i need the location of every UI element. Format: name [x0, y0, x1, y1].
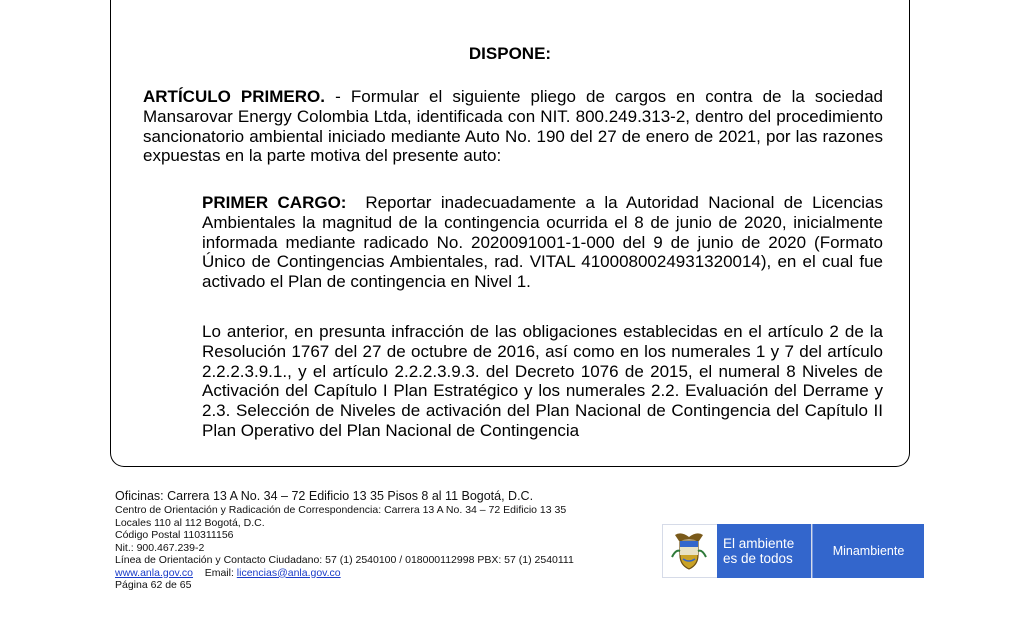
article-one-paragraph [143, 87, 883, 166]
ministry-name: Minambiente [812, 524, 924, 578]
footer-center-line2: Locales 110 al 112 Bogotá, D.C. [115, 516, 265, 529]
footer-phone: Línea de Orientación y Contacto Ciudadano: 57 (1) 2540100 / 018000112998 PBX: 57 (1) 2540111 [115, 554, 574, 566]
section-heading: DISPONE: [468, 44, 552, 63]
email-label: Email: [204, 566, 234, 579]
website-link[interactable]: www.anla.gov.co [115, 566, 194, 579]
article-one-label: ARTÍCULO PRIMERO. [143, 87, 325, 106]
slogan [717, 524, 811, 578]
first-charge-label: PRIMER CARGO: [202, 193, 347, 212]
first-charge-text: Reportar inadecuadamente a la Autoridad Nacional de Licencias Ambientales la magnitud de la contingencia ocurrida el 8 de junio de 2020, inicialmente informada mediante radicado No. 2020091001-1-000 del 9 de junio de 2020 (Formato Único de Contingencias Ambientales, rad. VITAL 4100080024931320014), en el cual fue activado el Plan de contingencia en Nivel 1. [202, 193, 888, 292]
footer-postal: Código Postal 110311156 [115, 529, 234, 541]
slogan-line-1: El ambiente [723, 536, 795, 551]
ministry-logo [662, 524, 924, 578]
page-number: Página 62 de 65 [115, 579, 192, 591]
footer-center-line1: Centro de Orientación y Radicación de Correspondencia: Carrera 13 A No. 34 – 72 Edificio 13 35 [115, 504, 567, 516]
first-charge-paragraph [202, 193, 888, 292]
slogan-line-2: es de todos [723, 551, 793, 566]
page-footer [115, 489, 655, 592]
logo-left-panel [662, 524, 812, 578]
footer-nit: Nit.: 900.467.239-2 [115, 541, 205, 554]
footer-offices: Oficinas: Carrera 13 A No. 34 – 72 Edificio 13 35 Pisos 8 al 11 Bogotá, D.C. [115, 489, 534, 503]
coat-of-arms-icon [667, 529, 711, 573]
article-one-text: - Formular el siguiente pliego de cargos en contra de la sociedad Mansarovar Energy Colombia Ltda, identificada con NIT. 800.249.313-2, dentro del procedimiento sancionatorio ambiental iniciado mediante Auto No. 190 del 27 de enero de 2021, por las razones expuestas en la parte motiva del presente auto: [143, 87, 883, 166]
footer-links [115, 567, 655, 580]
email-link[interactable]: licencias@anla.gov.co [236, 566, 341, 579]
infraction-paragraph: Lo anterior, en presunta infracción de las obligaciones establecidas en el artículo 2 de la Resolución 1767 del 27 de octubre de 2016, así como en los numerales 1 y 7 del artículo 2.2.2.3.9.1., y el artículo 2.2.2.3.9.3. del Decreto 1076 de 2015, el numeral 8 Niveles de Activación del Capítulo I Plan Estratégico y los numerales 2.2. Evaluación del Derrame y 2.3. Selección de Niveles de activación del Plan Nacional de Contingencia del Capítulo II Plan Operativo del Plan Nacional de Contingencia [202, 322, 883, 440]
